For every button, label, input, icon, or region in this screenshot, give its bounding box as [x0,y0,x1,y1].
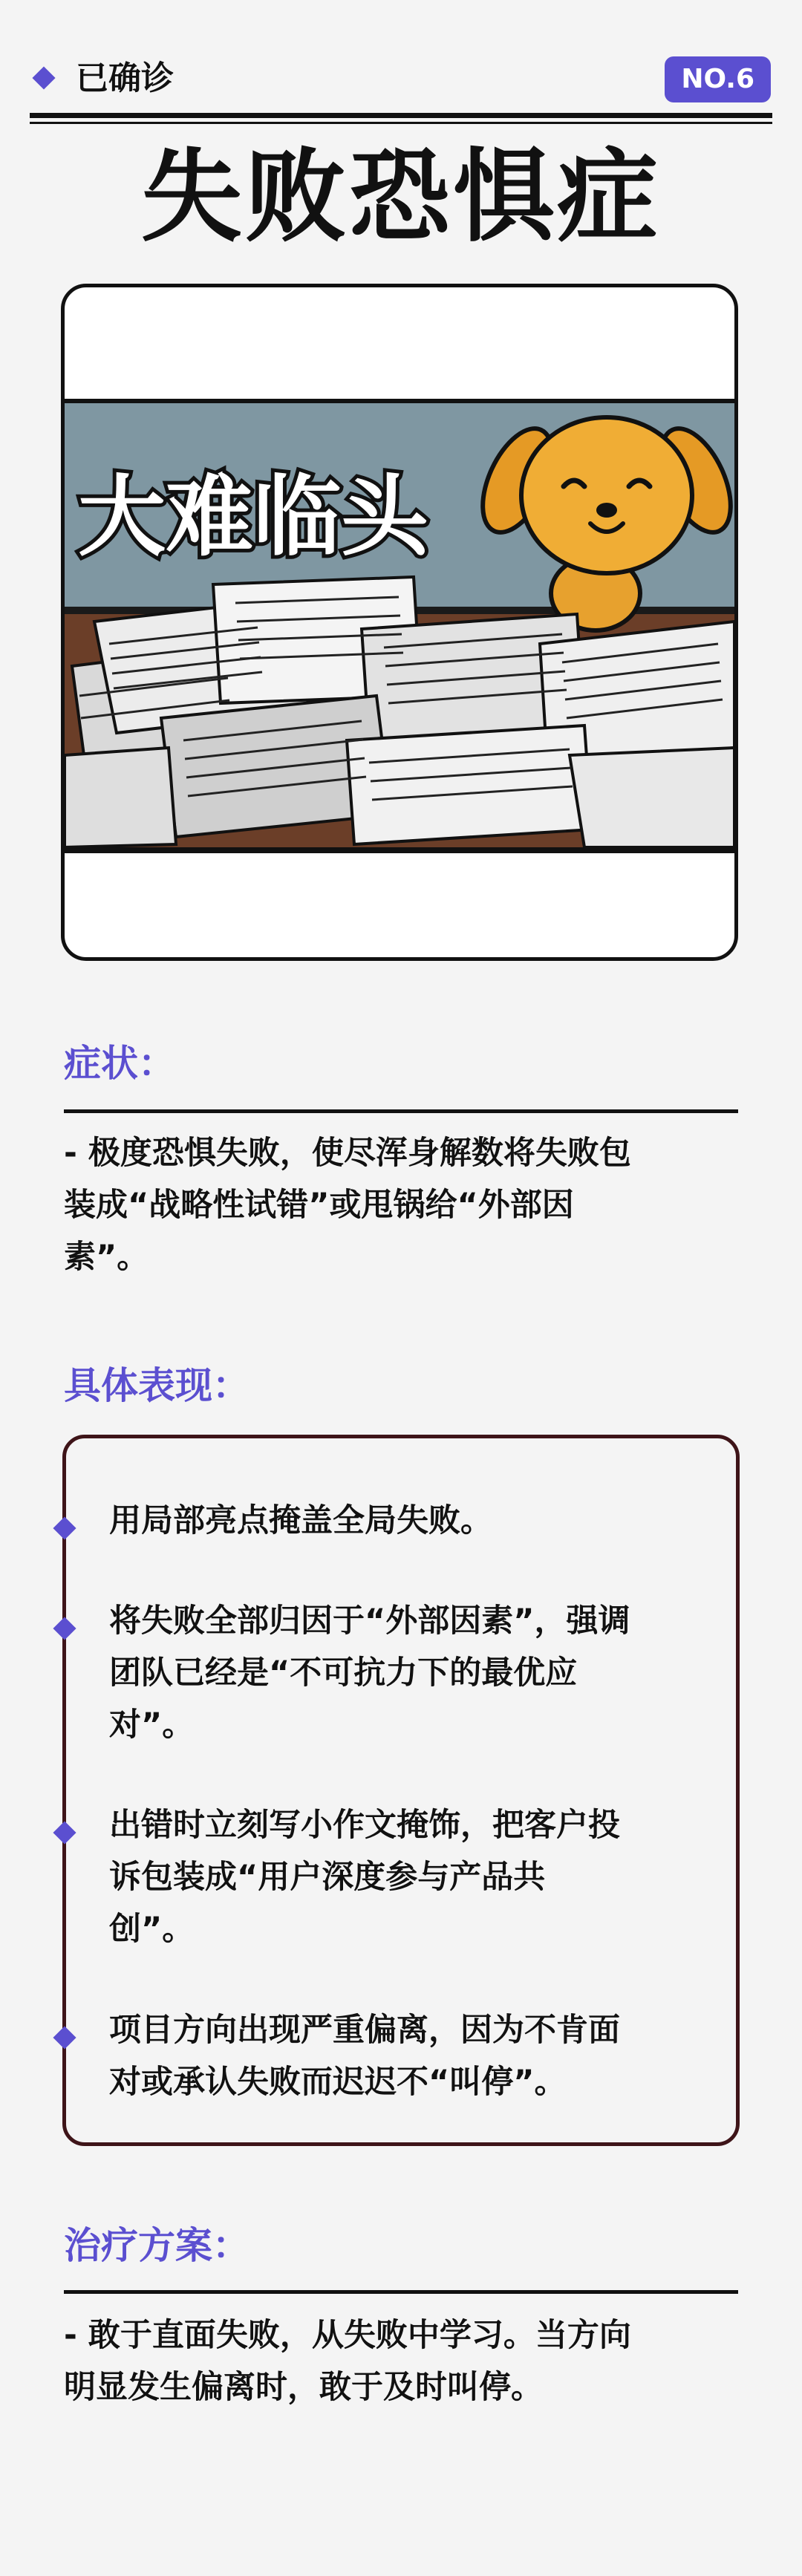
diamond-bullet-icon [53,1617,76,1640]
symptoms-divider [64,1109,738,1113]
behaviors-heading: 具体表现： [64,1364,250,1407]
treatment-divider [64,2290,738,2294]
illustration-caption: 大难临头 [78,466,429,568]
header-divider [30,113,772,118]
symptoms-heading: 症状： [64,1042,175,1085]
header-bar [30,53,772,105]
diamond-bullet-icon [53,1821,76,1844]
illustration-image [65,399,734,859]
diamond-bullet-icon [53,2026,76,2049]
behavior-text: 出错时立刻写小作文掩饰，把客户投 诉包装成“用户深度参与产品共 创”。 [109,1807,620,1948]
page-title: 失败恐惧症 [141,139,661,256]
behaviors-card [62,1435,740,2146]
behavior-text: 用局部亮点掩盖全局失败。 [109,1502,492,1539]
symptoms-text: - 极度恐惧失败，使尽浑身解数将失败包 装成“战略性试错”或甩锅给“外部因 素”。 [64,1135,631,1276]
behavior-text: 项目方向出现严重偏离，因为不肯面 对或承认失败而迟迟不“叫停”。 [109,2012,620,2101]
diamond-icon [32,66,55,89]
header-divider-thin [30,122,772,124]
status-label: 已确诊 [76,59,174,97]
diamond-bullet-icon [53,1516,76,1539]
illustration-card [61,284,738,961]
number-badge: NO.6 [665,56,771,102]
behavior-text: 将失败全部归因于“外部因素”，强调 团队已经是“不可抗力下的最优应 对”。 [109,1602,630,1744]
treatment-text: - 敢于直面失败，从失败中学习。当方向 明显发生偏离时，敢于及时叫停。 [64,2317,631,2406]
treatment-heading: 治疗方案： [64,2224,250,2267]
